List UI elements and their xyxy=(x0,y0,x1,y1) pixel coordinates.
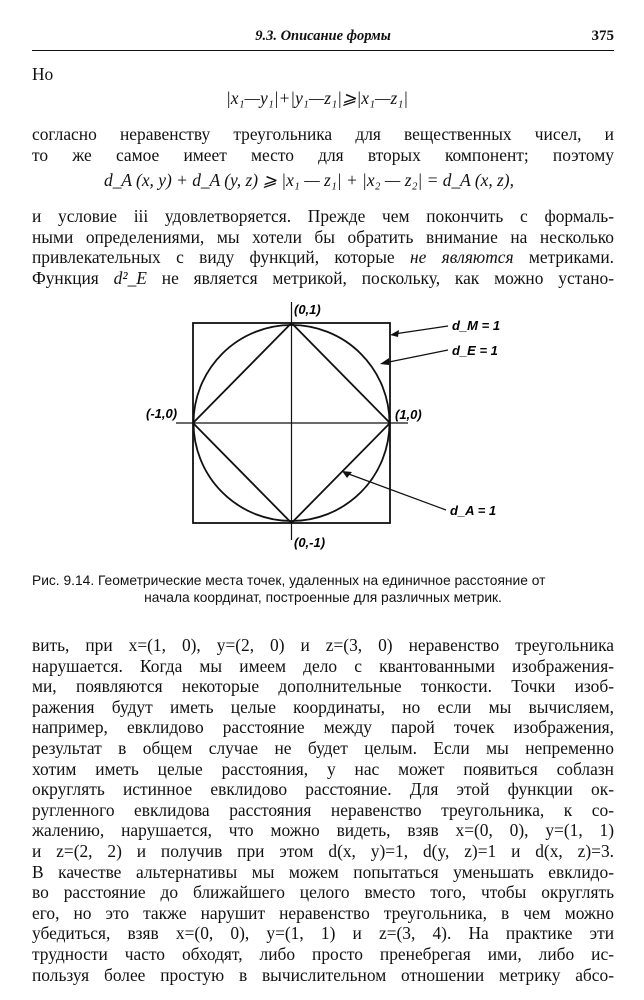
text-line: трудности часто обходят, либо просто пренебрегая ими, либо ис- xyxy=(32,943,614,964)
pointer-dm xyxy=(394,326,448,334)
arrowhead-de xyxy=(380,358,389,365)
text-line: ругленного евклидова расстояния неравенство треугольника, к со- xyxy=(32,799,614,820)
label-right: (1,0) xyxy=(395,407,422,422)
label-da: d_A = 1 xyxy=(450,503,497,518)
text-line: ражения будут иметь целые координаты, но если мы вычисляем, xyxy=(32,696,614,717)
page-number: 375 xyxy=(591,28,614,44)
text-line: округлять истинное евклидово расстояние. Для этой функции ок- xyxy=(32,779,614,800)
pointer-de xyxy=(384,350,448,363)
text-line: например, евклидово расстояние между парой точек изображения, xyxy=(32,717,614,738)
text-line: ными определениями, мы хотели бы обратить внимание на несколько xyxy=(32,226,614,247)
text-line: нарушается. Когда мы имеем дело с квантованными изображения- xyxy=(32,655,614,676)
text-line: В качестве альтернативы мы можем попытаться уменьшать евклидо- xyxy=(32,861,614,882)
label-de: d_E = 1 xyxy=(452,343,498,358)
text-line: вить, при x=(1, 0), y=(2, 0) и z=(3, 0) неравенство треугольника xyxy=(32,635,614,655)
text-line: жалению, нарушается, что можно видеть, взяв x=(0, 0), y=(1, 1) xyxy=(32,820,614,841)
intro-word: Но xyxy=(32,64,54,84)
formula-triangle-2: d_A (x, y) + d_A (y, z) ⩾ |x₁ — z₁| + |x₂ — z₂| = d_A (x, z), xyxy=(104,170,514,190)
text-segment: не является метрикой, поскольку, как можно устано- xyxy=(146,267,614,288)
text-line: результат в общем случае не будет целым. Если мы непременно xyxy=(32,737,614,758)
label-bottom: (0,-1) xyxy=(294,535,326,550)
emphasis-text: не являются xyxy=(409,247,514,268)
caption-line: начала координат, построенные для различных метрик. xyxy=(144,590,502,605)
label-dm: d_M = 1 xyxy=(452,318,501,333)
text-line: убедиться, взяв x=(0, 0), y=(1, 1) и z=(3, 4). На практике эти xyxy=(32,923,614,944)
text-segment: привлекательных с виду функций, которые xyxy=(32,247,410,268)
text-line: то же самое имеет место для вторых компонент; поэтому xyxy=(32,144,614,165)
text-line: и z=(2, 2) и получив при этом d(x, y)=1, d(y, z)=1 и d(x, z)=3. xyxy=(32,840,614,861)
figure-caption xyxy=(32,572,614,606)
arrowhead-dm xyxy=(390,330,399,337)
text-line: согласно неравенству треугольника для вещественных чисел, и xyxy=(32,124,614,144)
text-line: ми, появляются некоторые дополнительные тонкости. Точки изоб- xyxy=(32,676,614,697)
function-symbol: d²_E xyxy=(113,267,147,288)
label-top: (0,1) xyxy=(294,302,321,317)
formula-triangle-1: |x₁—y₁|+|y₁—z₁|⩾|x₁—z₁| xyxy=(226,88,409,108)
text-line: его, но это также нарушит неравенство треугольника, в чем можно xyxy=(32,902,614,923)
caption-line: Рис. 9.14. Геометрические места точек, удаленных на единичное расстояние от xyxy=(32,573,546,588)
section-title: 9.3. Описание формы xyxy=(255,28,391,44)
text-segment: метриками. xyxy=(513,247,614,268)
label-left: (-1,0) xyxy=(146,406,178,421)
text-line: и условие iii удовлетворяется. Прежде чем покончить с формаль- xyxy=(32,206,614,226)
text-line: во расстояние до ближайшего целого вместо того, чтобы округлять xyxy=(32,882,614,903)
body-paragraph xyxy=(32,635,614,985)
text-line: хотим иметь целые расстояния, у нас может появиться соблазн xyxy=(32,758,614,779)
text-segment: Функция xyxy=(32,267,114,288)
text-line: пользуя более простую в вычислительном отношении метрику абсо- xyxy=(32,964,614,985)
